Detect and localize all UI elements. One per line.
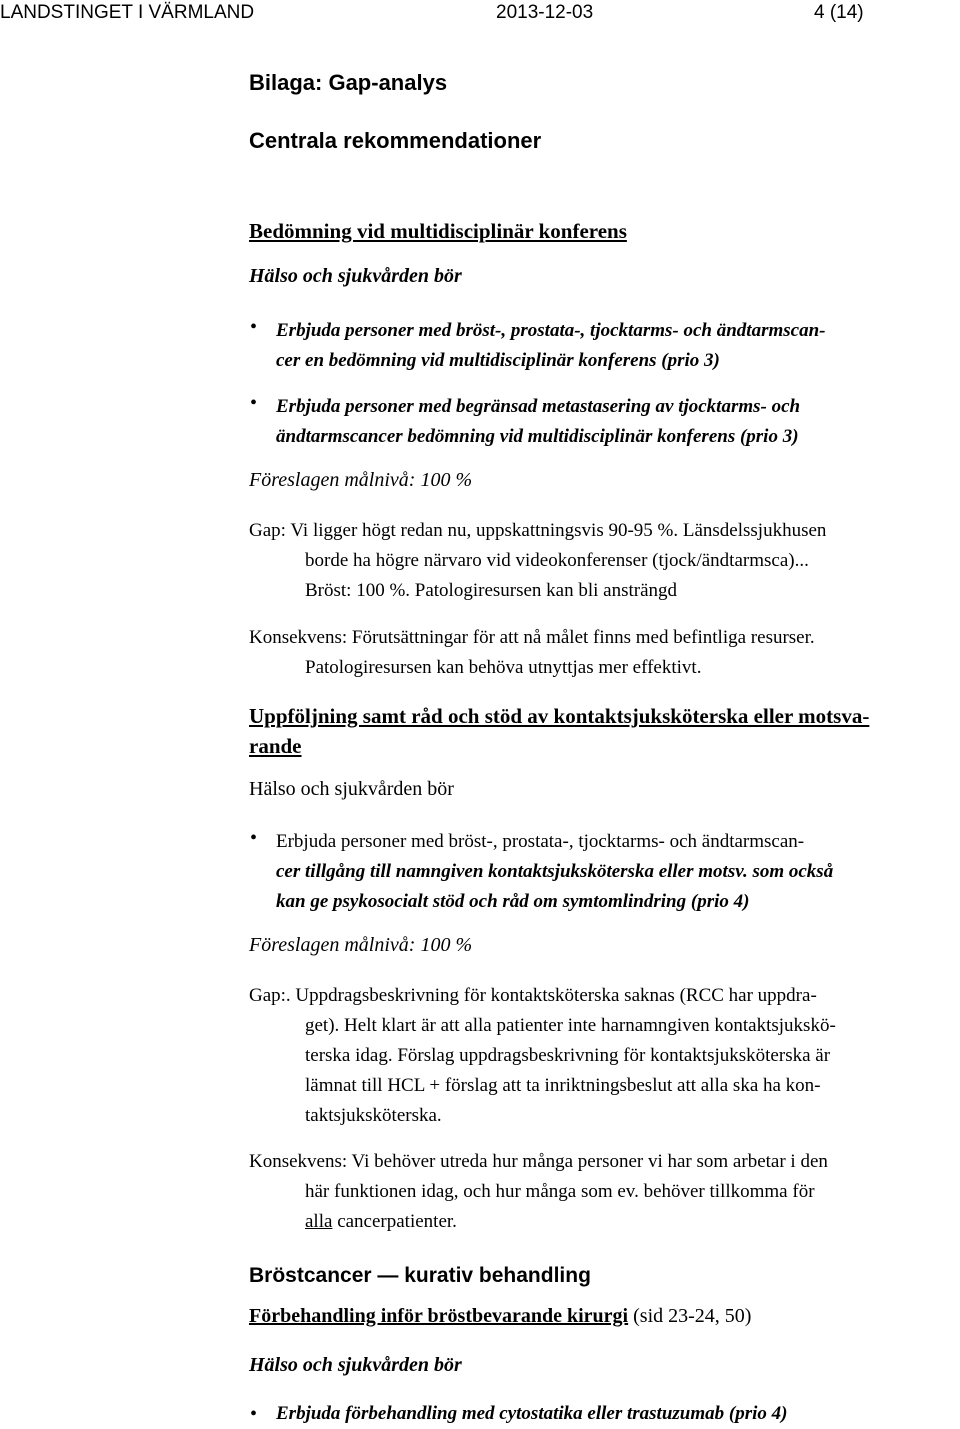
section2-heading-line: rande <box>249 734 302 758</box>
section3-subheading-ref: (sid 23-24, 50) <box>628 1305 752 1327</box>
section2-gap <box>249 981 836 1131</box>
consequence-line: Konsekvens: Vi behöver utreda hur många personer vi har som arbetar i den <box>249 1151 828 1172</box>
section1-consequence <box>249 623 815 683</box>
section1-intro: Hälso och sjukvården bör <box>249 265 462 287</box>
section2-heading-line: Uppföljning samt råd och stöd av kontaktsjuksköterska eller motsva- <box>249 704 870 728</box>
gap-line: lämnat till HCL + förslag att ta inriktningsbeslut att alla ska ha kon- <box>305 1075 821 1096</box>
section3-subheading-title: Förbehandling inför bröstbevarande kirurgi <box>249 1305 629 1327</box>
section1-heading: Bedömning vid multidisciplinär konferens <box>249 219 627 243</box>
consequence-line: Konsekvens: Förutsättningar för att nå målet finns med befintliga resurser. <box>249 627 815 648</box>
gap-line: terska idag. Förslag uppdragsbeskrivning för kontaktsjuksköterska är <box>305 1045 831 1066</box>
section2-heading <box>249 701 869 761</box>
consequence-rest: cancerpatienter. <box>332 1211 457 1232</box>
consequence-line <box>249 1207 828 1237</box>
page-title: Bilaga: Gap-analys <box>249 70 448 95</box>
section1-target: Föreslagen målnivå: 100 % <box>249 469 473 491</box>
page-subtitle: Centrala rekommendationer <box>249 128 542 153</box>
bullet-icon: • <box>250 316 258 338</box>
section2-consequence <box>249 1147 828 1237</box>
section3-bullet: Erbjuda förbehandling med cytostatika eller trastuzumab (prio 4) <box>276 1403 788 1424</box>
section2-target: Föreslagen målnivå: 100 % <box>249 934 473 956</box>
gap-line: Bröst: 100 %. Patologiresursen kan bli ansträngd <box>305 580 678 601</box>
gap-line: Gap:. Uppdragsbeskrivning för kontaktsköterska saknas (RCC har uppdra- <box>249 985 817 1006</box>
header-page-number: 4 (14) <box>814 2 864 23</box>
header-date: 2013-12-03 <box>496 2 594 23</box>
gap-line: get). Helt klart är att alla patienter inte harnamngiven kontaktsjukskö- <box>305 1015 836 1036</box>
bullet-line: Erbjuda personer med begränsad metastasering av tjocktarms- och <box>276 396 801 417</box>
section1-bullet-2 <box>276 392 800 452</box>
section3-subheading <box>249 1305 751 1328</box>
bullet-line: cer en bedömning vid multidisciplinär konferens (prio 3) <box>276 350 720 371</box>
section1-bullet-1 <box>276 316 825 376</box>
section2-bullet <box>276 827 833 917</box>
consequence-line: här funktionen idag, och hur många som ev. behöver tillkomma för <box>305 1181 815 1202</box>
section3-heading: Bröstcancer — kurativ behandling <box>249 1264 591 1287</box>
bullet-line: ändtarmscancer bedömning vid multidisciplinär konferens (prio 3) <box>276 426 799 447</box>
bullet-icon: • <box>250 1403 258 1425</box>
gap-line: taktsjuksköterska. <box>305 1105 442 1126</box>
gap-line: Gap: Vi ligger högt redan nu, uppskattningsvis 90-95 %. Länsdelssjukhusen <box>249 520 827 541</box>
section1-gap <box>249 516 826 606</box>
bullet-line: Erbjuda personer med bröst-, prostata-, tjocktarms- och ändtarmscan- <box>276 320 826 341</box>
bullet-icon: • <box>250 392 258 414</box>
emphasis-underlined: alla <box>305 1211 333 1232</box>
gap-line: borde ha högre närvaro vid videokonferenser (tjock/ändtarmsca)... <box>305 550 809 571</box>
section3-intro: Hälso och sjukvården bör <box>249 1354 462 1376</box>
bullet-line: Erbjuda personer med bröst-, prostata-, tjocktarms- och ändtarmscan- <box>276 831 805 852</box>
consequence-line: Patologiresursen kan behöva utnyttjas mer effektivt. <box>305 657 702 678</box>
bullet-line: kan ge psykosocialt stöd och råd om symtomlindring (prio 4) <box>276 891 750 912</box>
section2-intro: Hälso och sjukvården bör <box>249 778 454 800</box>
bullet-icon: • <box>250 827 258 849</box>
bullet-line: cer tillgång till namngiven kontaktsjuksköterska eller motsv. som också <box>276 861 834 882</box>
header-org: LANDSTINGET I VÄRMLAND <box>0 2 255 23</box>
